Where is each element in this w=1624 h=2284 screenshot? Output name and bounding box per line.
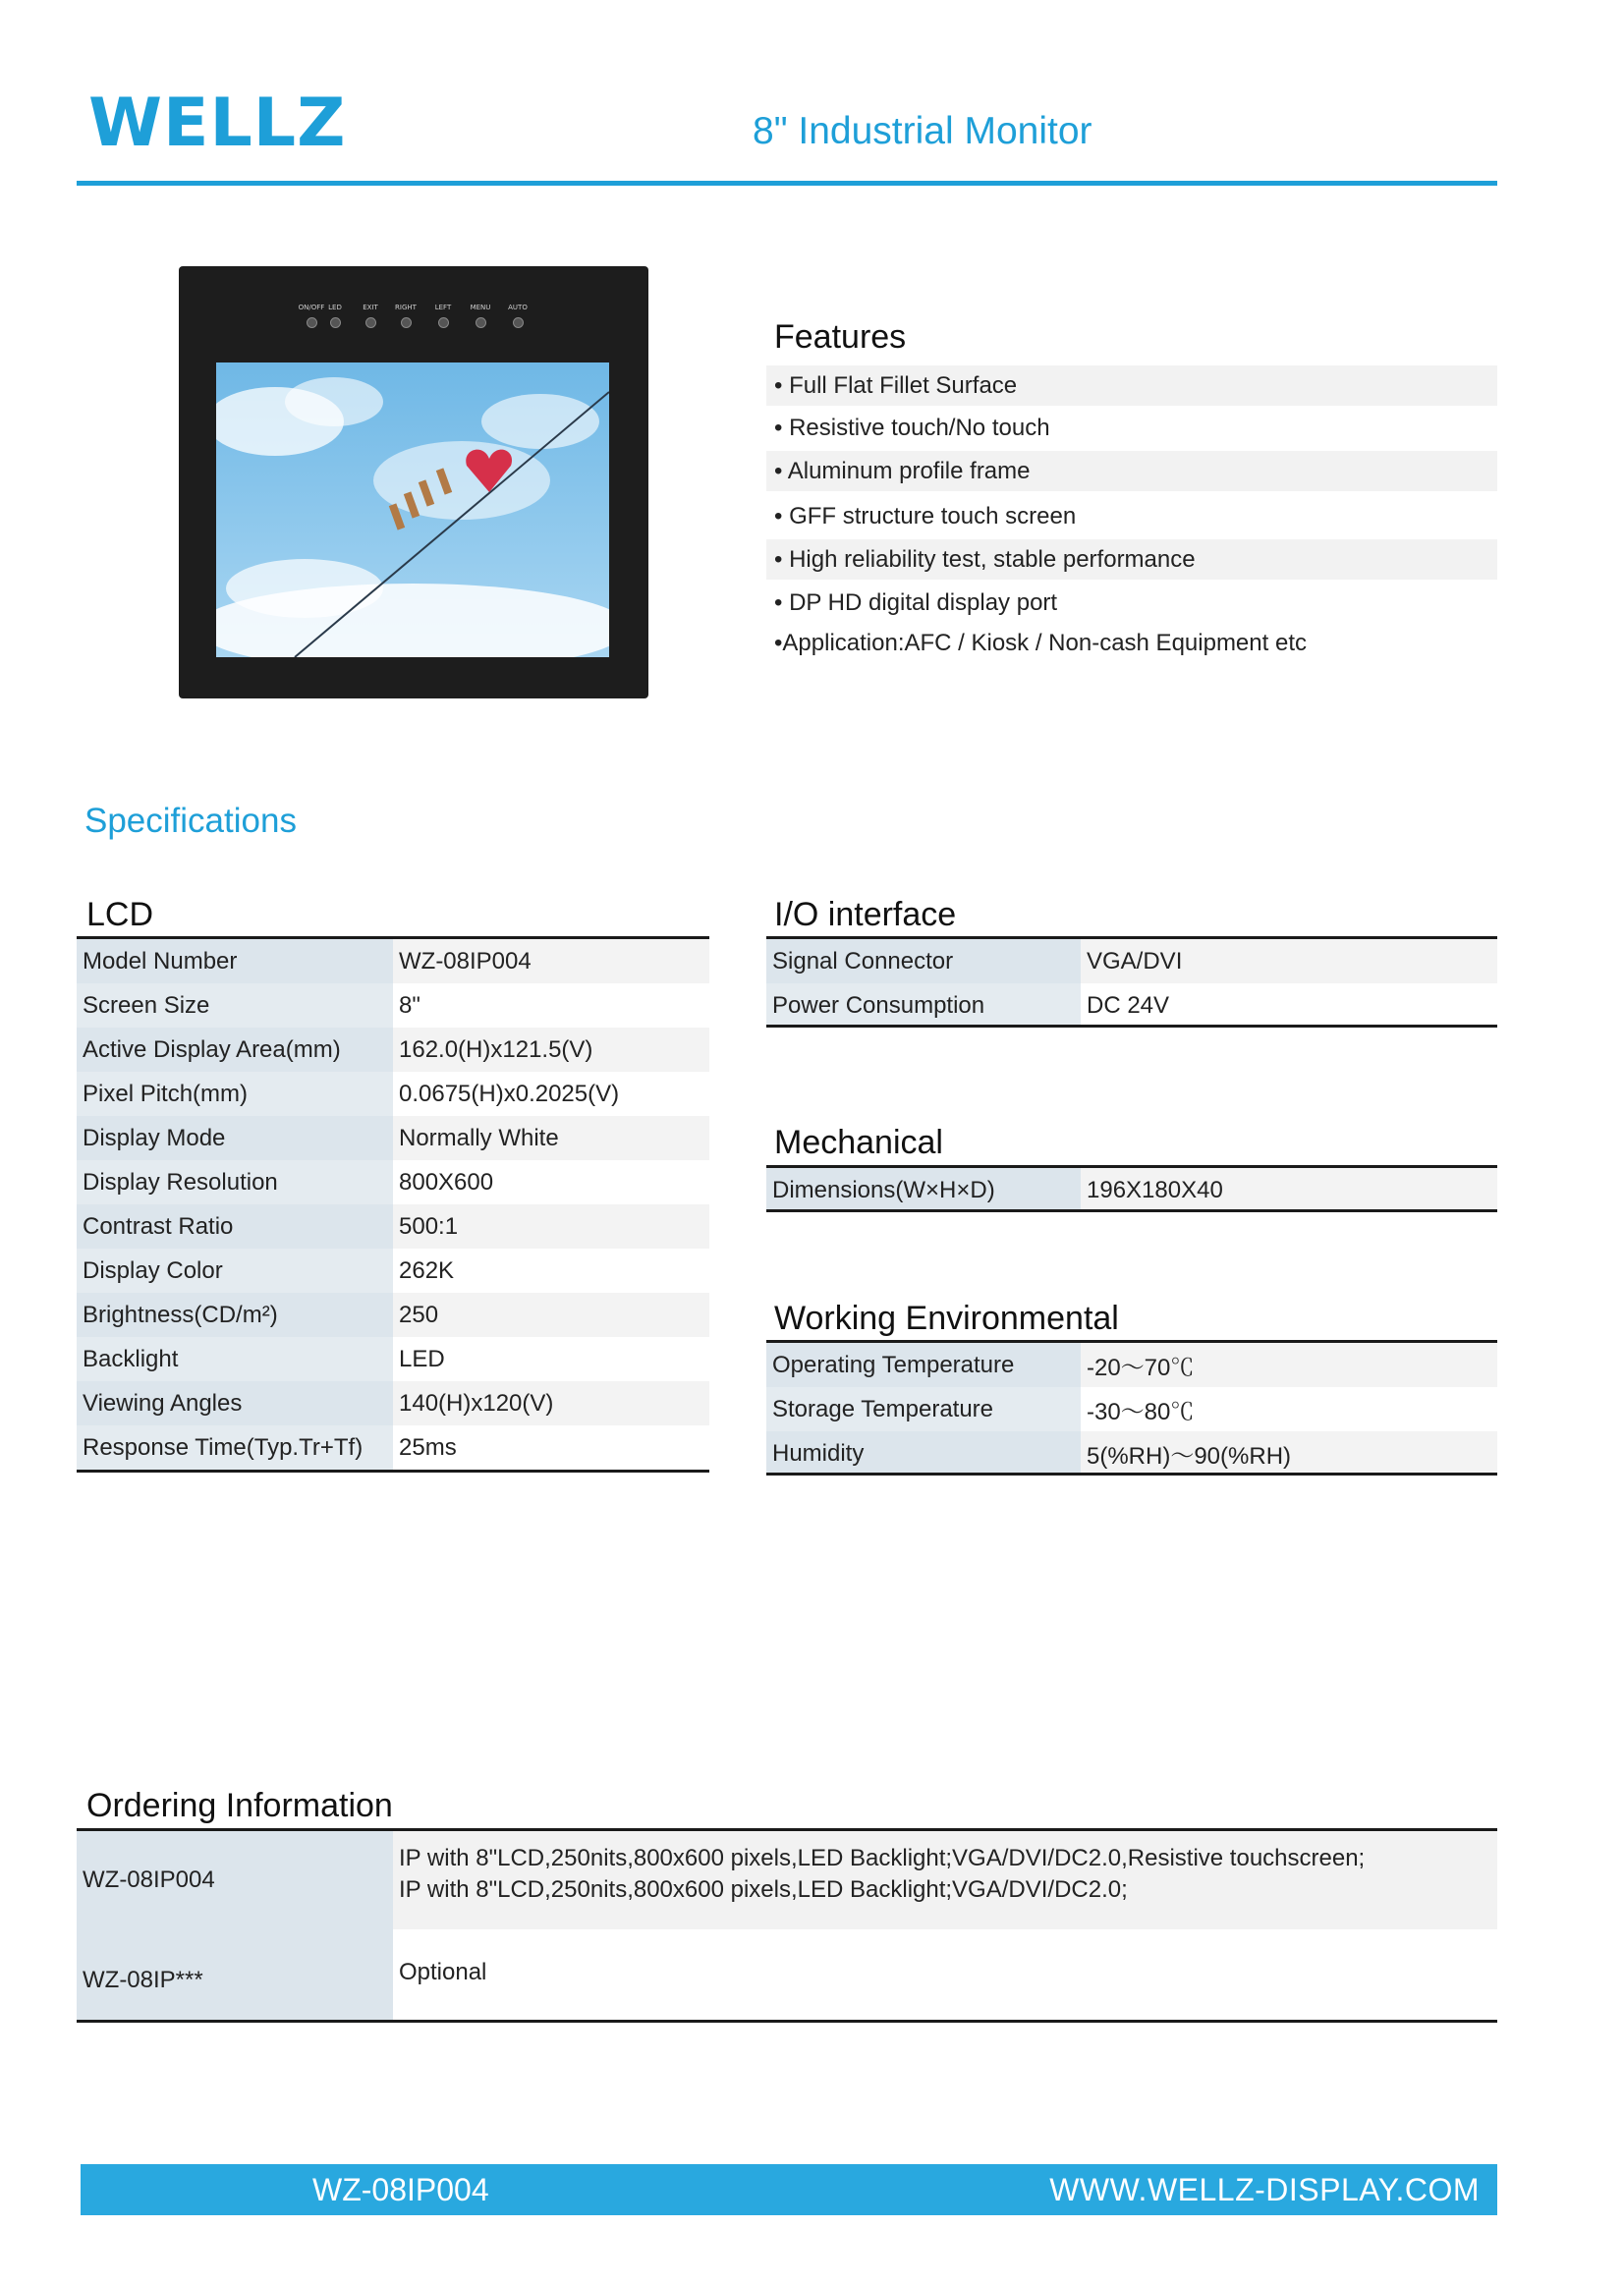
table-row [77,1072,709,1116]
spec-key: Dimensions(W×H×D) [766,1168,1081,1212]
spec-value: 800X600 [393,1160,709,1204]
monitor-button: ON/OFF [297,302,326,328]
monitor-button: LED [320,302,350,328]
monitor-button: RIGHT [391,302,420,328]
feature-item: • DP HD digital display port [774,589,1058,616]
spec-key: Storage Temperature [766,1387,1081,1431]
spec-key: Contrast Ratio [77,1204,393,1249]
table-row [77,1381,709,1425]
spec-value: 140(H)x120(V) [393,1381,709,1425]
ordering-row [77,1831,1497,1929]
spec-key: Brightness(CD/m²) [77,1293,393,1337]
wellz-logo: WELLZ [88,84,347,162]
feature-item: • Full Flat Fillet Surface [766,365,1497,406]
spec-value: 0.0675(H)x0.2025(V) [393,1072,709,1116]
io-bottom-rule [766,1025,1497,1028]
table-row [77,1028,709,1072]
spec-key: Display Color [77,1249,393,1293]
monitor-button: LEFT [428,302,458,328]
spec-value: 500:1 [393,1204,709,1249]
spec-key: Signal Connector [766,939,1081,983]
spec-key: Response Time(Typ.Tr+Tf) [77,1425,393,1470]
spec-value: 162.0(H)x121.5(V) [393,1028,709,1072]
spec-value: 8" [393,983,709,1028]
spec-key: Viewing Angles [77,1381,393,1425]
footer-bar [81,2164,1497,2215]
footer-website-link[interactable]: WWW.WELLZ-DISPLAY.COM [1049,2172,1480,2207]
feature-item: • Resistive touch/No touch [774,415,1050,441]
specifications-title: Specifications [84,802,297,840]
feature-item: •Application:AFC / Kiosk / Non-cash Equipment etc [774,630,1307,656]
spec-value: -20～70℃ [1081,1343,1497,1387]
spec-value: VGA/DVI [1081,939,1497,983]
monitor-button-row [297,302,542,341]
io-spec-table [766,939,1497,1028]
lcd-spec-table [77,939,709,1470]
monitor-photo [179,266,648,698]
mechanical-bottom-rule [766,1209,1497,1212]
spec-value: DC 24V [1081,983,1497,1028]
spec-key: Model Number [77,939,393,983]
monitor-button: EXIT [356,302,385,328]
spec-value: WZ-08IP004 [393,939,709,983]
spec-value: -30～80℃ [1081,1387,1497,1431]
monitor-button: AUTO [503,302,532,328]
environment-bottom-rule [766,1473,1497,1476]
table-row [77,1116,709,1160]
spec-value: LED [393,1337,709,1381]
spec-key: Humidity [766,1431,1081,1476]
ordering-description [393,1929,1497,2020]
ordering-description-line: IP with 8"LCD,250nits,800x600 pixels,LED Backlight;VGA/DVI/DC2.0,Resistive touchscreen; [399,1845,1366,1871]
feature-item: • Aluminum profile frame [766,451,1497,491]
table-row [77,1293,709,1337]
ordering-model: WZ-08IP004 [77,1831,393,1929]
monitor-button: MENU [466,302,495,328]
table-row [77,983,709,1028]
spec-value: 196X180X40 [1081,1168,1497,1212]
monitor-screen-image [216,362,609,657]
ordering-description-line: Optional [399,1959,487,1985]
spec-key: Active Display Area(mm) [77,1028,393,1072]
mechanical-section-title: Mechanical [774,1124,943,1161]
features-title: Features [774,318,907,356]
ordering-bottom-rule [77,2020,1497,2023]
spec-key: Backlight [77,1337,393,1381]
spec-value: 25ms [393,1425,709,1470]
environment-spec-table [766,1343,1497,1476]
spec-value: 250 [393,1293,709,1337]
ordering-row [77,1929,1497,2020]
mechanical-spec-table [766,1168,1497,1212]
spec-key: Operating Temperature [766,1343,1081,1387]
feature-item: • GFF structure touch screen [774,503,1077,529]
header-divider [77,181,1497,186]
document-title: 8" Industrial Monitor [753,110,1092,152]
lcd-section-title: LCD [86,896,154,933]
table-row [766,1343,1497,1387]
environment-section-title: Working Environmental [774,1300,1119,1337]
spec-key: Display Resolution [77,1160,393,1204]
io-section-title: I/O interface [774,896,957,933]
table-row [766,1387,1497,1431]
feature-item: • High reliability test, stable performance [766,539,1497,580]
table-row [77,1249,709,1293]
table-row [766,983,1497,1028]
spec-key: Screen Size [77,983,393,1028]
table-row [766,939,1497,983]
table-row [77,1337,709,1381]
spec-key: Display Mode [77,1116,393,1160]
table-row [77,1160,709,1204]
spec-key: Power Consumption [766,983,1081,1028]
ordering-description [393,1831,1497,1929]
table-row [766,1431,1497,1476]
ordering-model: WZ-08IP*** [77,1929,393,2020]
spec-value: 5(%RH)～90(%RH) [1081,1431,1497,1476]
table-row [77,939,709,983]
spec-value: Normally White [393,1116,709,1160]
ordering-section-title: Ordering Information [86,1787,393,1824]
footer-model-number: WZ-08IP004 [312,2172,489,2207]
spec-value: 262K [393,1249,709,1293]
table-row [77,1425,709,1470]
table-row [77,1204,709,1249]
ordering-description-line: IP with 8"LCD,250nits,800x600 pixels,LED Backlight;VGA/DVI/DC2.0; [399,1876,1128,1903]
spec-key: Pixel Pitch(mm) [77,1072,393,1116]
table-row [766,1168,1497,1212]
lcd-bottom-rule [77,1470,709,1473]
